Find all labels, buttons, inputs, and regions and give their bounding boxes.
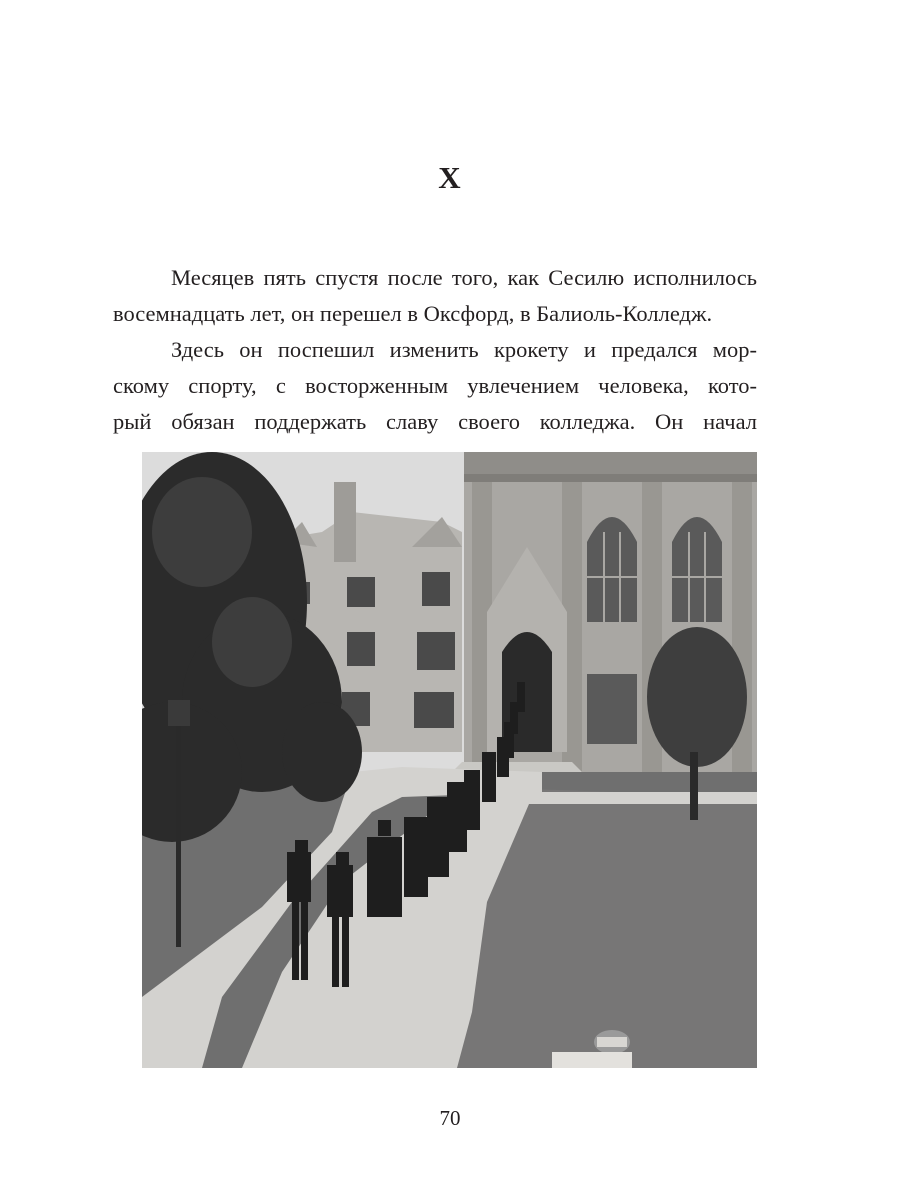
college-quad-photo	[142, 452, 757, 1068]
text-line: Месяцев пять спустя после того, как Сесилю исполнилось	[171, 265, 757, 290]
college-quad-illustration	[142, 452, 757, 1068]
paragraph-2	[113, 332, 757, 440]
text-line: скому спорту, с восторженным увлечением человека, кото-	[113, 373, 757, 398]
page-number: 70	[439, 1106, 461, 1130]
text-line: рый обязан поддержать славу своего колледжа. Он начал	[113, 409, 757, 434]
text-line: восемнадцать лет, он перешел в Оксфорд, в Балиоль-Колледж.	[113, 301, 713, 326]
paragraph-1	[113, 260, 757, 332]
chapter-title: X	[438, 160, 462, 195]
text-line: Здесь он поспешил изменить крокету и предался мор-	[171, 337, 757, 362]
body-text	[113, 260, 757, 440]
